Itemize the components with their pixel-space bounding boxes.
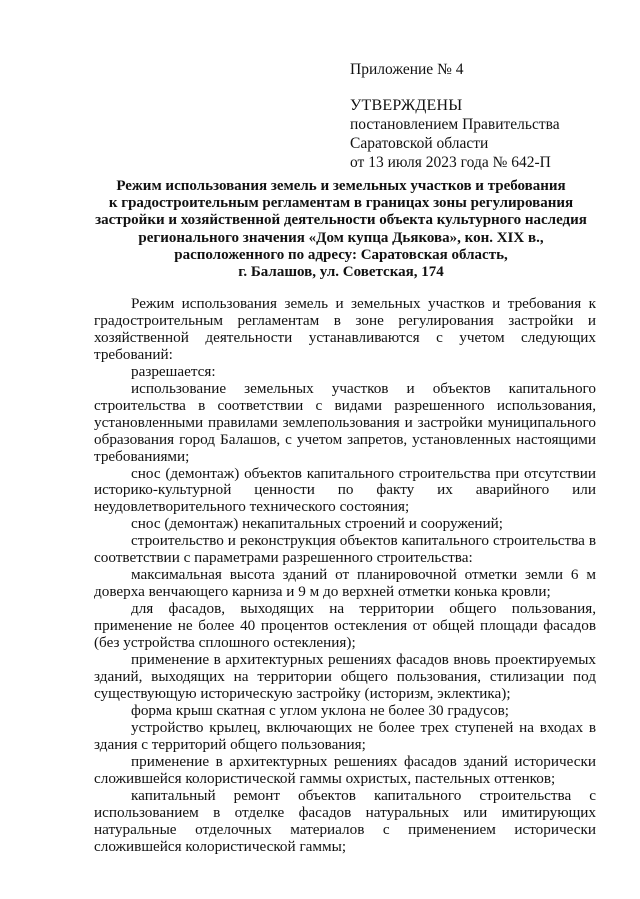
document-title bbox=[86, 178, 596, 281]
intro-paragraph: Режим использования земель и земельных участков и требования к градостроительным регламентам в зоне регулирования застройки и хозяйственной деятельности устанавливаются с учетом следующих требований: bbox=[94, 295, 596, 363]
document-body bbox=[94, 296, 596, 855]
body-paragraph: применение в архитектурных решениях фасадов зданий исторически сложившейся колористической гаммы охристых, пастельных оттенков; bbox=[94, 752, 596, 787]
body-paragraph: максимальная высота зданий от планировочной отметки земли 6 м доверха венчающего карниза и 9 м до верхней отметки конька кровли; bbox=[94, 566, 596, 601]
title-line: Режим использования земель и земельных участков и требования bbox=[116, 178, 566, 194]
approval-block bbox=[350, 60, 620, 172]
body-paragraph: применение в архитектурных решениях фасадов вновь проектируемых зданий, выходящих на территории общего пользования, стилизации под существующую историческую застройку (историзм, эклектика); bbox=[94, 651, 596, 702]
decree-line: Саратовской области bbox=[350, 135, 489, 152]
title-line: застройки и хозяйственной деятельности объекта культурного наследия bbox=[95, 212, 587, 229]
body-paragraph: устройство крылец, включающих не более трех ступеней на входах в здания с территорий общего пользования; bbox=[94, 718, 596, 753]
title-line: г. Балашов, ул. Советская, 174 bbox=[238, 264, 444, 281]
allowed-heading: разрешается: bbox=[131, 362, 216, 380]
decree-date-number: от 13 июля 2023 года № 642-П bbox=[350, 154, 551, 171]
body-paragraph: строительство и реконструкция объектов капитального строительства в соответствии с параметрами разрешенного строительства: bbox=[94, 532, 596, 567]
body-paragraph: снос (демонтаж) некапитальных строений и сооружений; bbox=[131, 515, 504, 533]
approved-label: УТВЕРЖДЕНЫ bbox=[350, 97, 463, 114]
body-paragraph: использование земельных участков и объектов капитального строительства в соответствии с видами разрешенного использования, установленными правилами землепользования и застройки муниципального образования город Балашов, с учетом запретов, установленных настоящими требованиями; bbox=[94, 379, 596, 465]
body-paragraph: форма крыш скатная с углом уклона не более 30 градусов; bbox=[131, 701, 509, 719]
body-paragraph: снос (демонтаж) объектов капитального строительства при отсутствии историко-культурной ценности по факту их аварийного или неудовлетворительного технического состояния; bbox=[94, 464, 596, 516]
decree-line: постановлением Правительства bbox=[350, 116, 560, 133]
body-paragraph: для фасадов, выходящих на территории общего пользования, применение не более 40 процентов остекления от общей площади фасадов (без устройства сплошного остекления); bbox=[94, 600, 596, 652]
annex-number: Приложение № 4 bbox=[350, 61, 464, 78]
title-line: к градостроительным регламентам в границах зоны регулирования bbox=[108, 195, 574, 212]
title-line: расположенного по адресу: Саратовская область, bbox=[174, 246, 508, 263]
title-line: регионального значения «Дом купца Дьякова», кон. XIX в., bbox=[138, 229, 544, 246]
body-paragraph: капитальный ремонт объектов капитального строительства с использованием в отделке фасадов натуральных или имитирующих натуральные отделочных материалов с применением исторически сложившейся колористической гаммы; bbox=[94, 786, 596, 855]
